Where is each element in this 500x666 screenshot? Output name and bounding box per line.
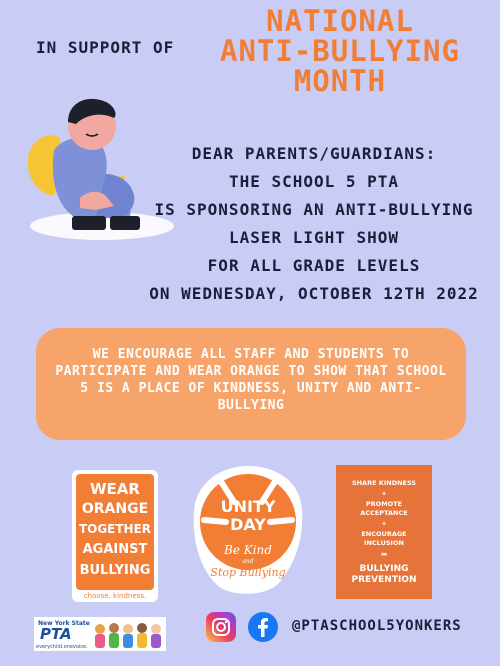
pta-tagline: everychild.onevoice.: [36, 644, 88, 650]
message-line: FOR ALL GRADE LEVELS: [207, 256, 421, 275]
unity-title-line: DAY: [230, 515, 266, 534]
poster-separator-icon: ✦: [381, 520, 387, 528]
sticker-wear-line: WEAR: [90, 480, 140, 498]
banner-text: WE ENCOURAGE ALL STAFF AND STUDENTS TO PARTICIPATE AND WEAR ORANGE TO SHOW THAT SCHOOL 5 IS A PLACE OF KINDNESS, UNITY AND ANTI-BULLYING: [55, 347, 447, 413]
support-text: IN SUPPORT OF: [36, 38, 175, 57]
title-line: NATIONAL: [266, 4, 414, 38]
poster-final-line: PREVENTION: [351, 575, 417, 585]
unity-title-line: UNITY: [220, 497, 276, 516]
message-line: THE SCHOOL 5 PTA: [228, 172, 400, 191]
poster-separator-icon: ✦: [381, 490, 387, 498]
sticker-wear-line: TOGETHER: [78, 522, 152, 536]
title-line: MONTH: [293, 64, 387, 98]
poster-item: PROMOTE ACCEPTANCE: [360, 500, 408, 517]
announcement-message: [130, 140, 498, 308]
sticker-wear-line: ORANGE: [81, 501, 149, 517]
poster-item: ENCOURAGE INCLUSION: [361, 530, 407, 547]
poster-final-line: BULLYING: [359, 564, 409, 574]
encouragement-banner: [36, 328, 466, 440]
message-line: LASER LIGHT SHOW: [228, 228, 400, 247]
wear-orange-sticker: [70, 468, 160, 604]
flyer-title: [200, 6, 480, 96]
pta-name: PTA: [40, 625, 72, 643]
sticker-wear-line: BULLYING: [79, 563, 151, 578]
title-line: ANTI-BULLYING: [220, 34, 460, 68]
pta-logo: [34, 617, 166, 651]
poster-item: SHARE KINDNESS: [351, 479, 417, 487]
sticker-wear-line: AGAINST: [82, 542, 148, 557]
unity-script-line: and: [242, 558, 254, 565]
instagram-icon[interactable]: [206, 612, 236, 642]
social-handle[interactable]: @PTASCHOOL5YONKERS: [292, 618, 462, 634]
pta-state: New York State: [38, 620, 90, 627]
poster-separator-icon: ▬: [380, 550, 388, 558]
bullying-prevention-poster: [336, 465, 432, 599]
message-line: IS SPONSORING AN ANTI-BULLYING: [154, 200, 474, 219]
facebook-icon[interactable]: [248, 612, 278, 642]
unity-script-line: Stop Bullying: [210, 566, 286, 579]
unity-day-sticker: [190, 462, 306, 602]
message-line: DEAR PARENTS/GUARDIANS:: [191, 144, 437, 163]
sticker-wear-tagline: choose. kindness.: [83, 592, 147, 600]
message-line: ON WEDNESDAY, OCTOBER 12TH 2022: [149, 284, 479, 303]
unity-script-line: Be Kind: [224, 543, 272, 557]
